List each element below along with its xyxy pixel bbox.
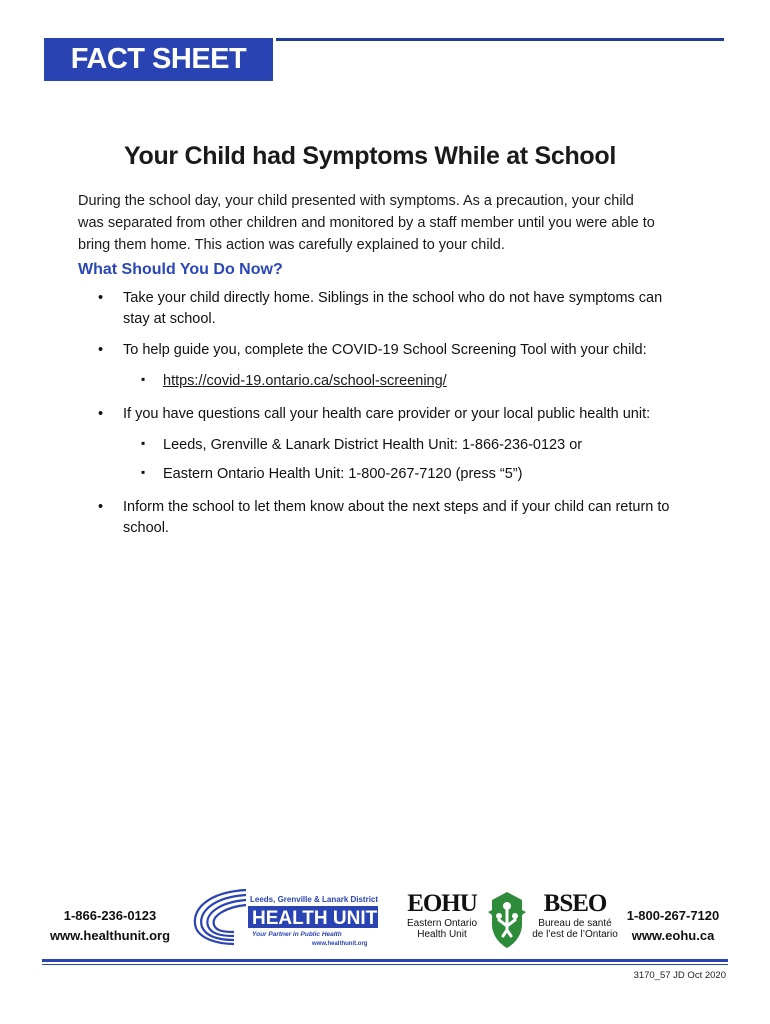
sub-list-item: [78, 371, 678, 392]
eohu-name-line2: Health Unit: [417, 929, 467, 940]
eohu-name-line1: Eastern Ontario: [406, 918, 478, 929]
sub-list-item: [78, 464, 678, 485]
list-item: [78, 340, 678, 361]
sub-list-item-text: Leeds, Grenville & Lanark District Health Unit: 1-866-236-0123 or: [163, 437, 583, 453]
bseo-name-line2: de l’est de l’Ontario: [532, 929, 618, 940]
eohu-contact: [618, 906, 728, 946]
list-item: [78, 404, 678, 425]
eohu-phone: 1-800-267-7120: [626, 908, 720, 923]
eohu-website[interactable]: www.eohu.ca: [631, 928, 715, 943]
eohu-logo: [400, 890, 618, 952]
eohu-shield-icon: [484, 890, 530, 950]
list-item: [78, 288, 678, 330]
bullet-icon: •: [98, 342, 104, 358]
lgl-logo-line3: Your Partner in Public Health: [252, 931, 342, 938]
list-item-text: Take your child directly home. Siblings in the school who do not have symptoms can stay at school.: [123, 290, 663, 327]
section-heading: What Should You Do Now?: [78, 261, 283, 278]
lgl-logo-line4: www.healthunit.org: [312, 941, 368, 947]
document-code: 3170_57 JD Oct 2020: [633, 970, 726, 981]
sub-list-item: [78, 435, 678, 456]
list-item-text: If you have questions call your health care provider or your local public health unit:: [123, 406, 651, 422]
eohu-abbr: EOHU: [407, 890, 477, 917]
list-item: [78, 497, 678, 539]
lgl-website[interactable]: www.healthunit.org: [49, 928, 171, 943]
square-bullet-icon: ▪: [141, 372, 146, 386]
list-item-text: To help guide you, complete the COVID-19 School Screening Tool with your child:: [123, 342, 647, 358]
bseo-name-line1: Bureau de santé: [538, 918, 612, 929]
intro-paragraph: During the school day, your child presented with symptoms. As a precaution, your child was separated from other children and monitored by a staff member until you were able to bring them home. This action was carefully explained to your child.: [78, 193, 655, 253]
footer-rule: [42, 959, 728, 962]
bullet-icon: •: [98, 290, 104, 306]
lgl-phone: 1-866-236-0123: [63, 908, 157, 923]
sub-list-item-text: Eastern Ontario Health Unit: 1-800-267-7120 (press “5”): [163, 466, 523, 482]
square-bullet-icon: ▪: [141, 436, 146, 450]
bseo-abbr: BSEO: [543, 890, 607, 917]
school-screening-link[interactable]: https://covid-19.ontario.ca/school-screening/: [163, 373, 447, 389]
lgl-logo-line2: HEALTH UNIT: [252, 908, 378, 929]
fact-sheet-tab: FACT SHEET: [44, 38, 276, 81]
page-title: Your Child had Symptoms While at School: [123, 142, 617, 170]
list-item-text: Inform the school to let them know about the next steps and if your child can return to school.: [123, 499, 670, 536]
lgl-logo-line1: Leeds, Grenville & Lanark District: [250, 895, 379, 904]
action-list: [78, 288, 678, 549]
bullet-icon: •: [98, 499, 104, 515]
lgl-contact: [40, 906, 180, 946]
footer-rule-thin: [42, 964, 728, 965]
lgl-health-unit-logo: [188, 884, 380, 950]
square-bullet-icon: ▪: [141, 465, 146, 479]
bullet-icon: •: [98, 406, 104, 422]
